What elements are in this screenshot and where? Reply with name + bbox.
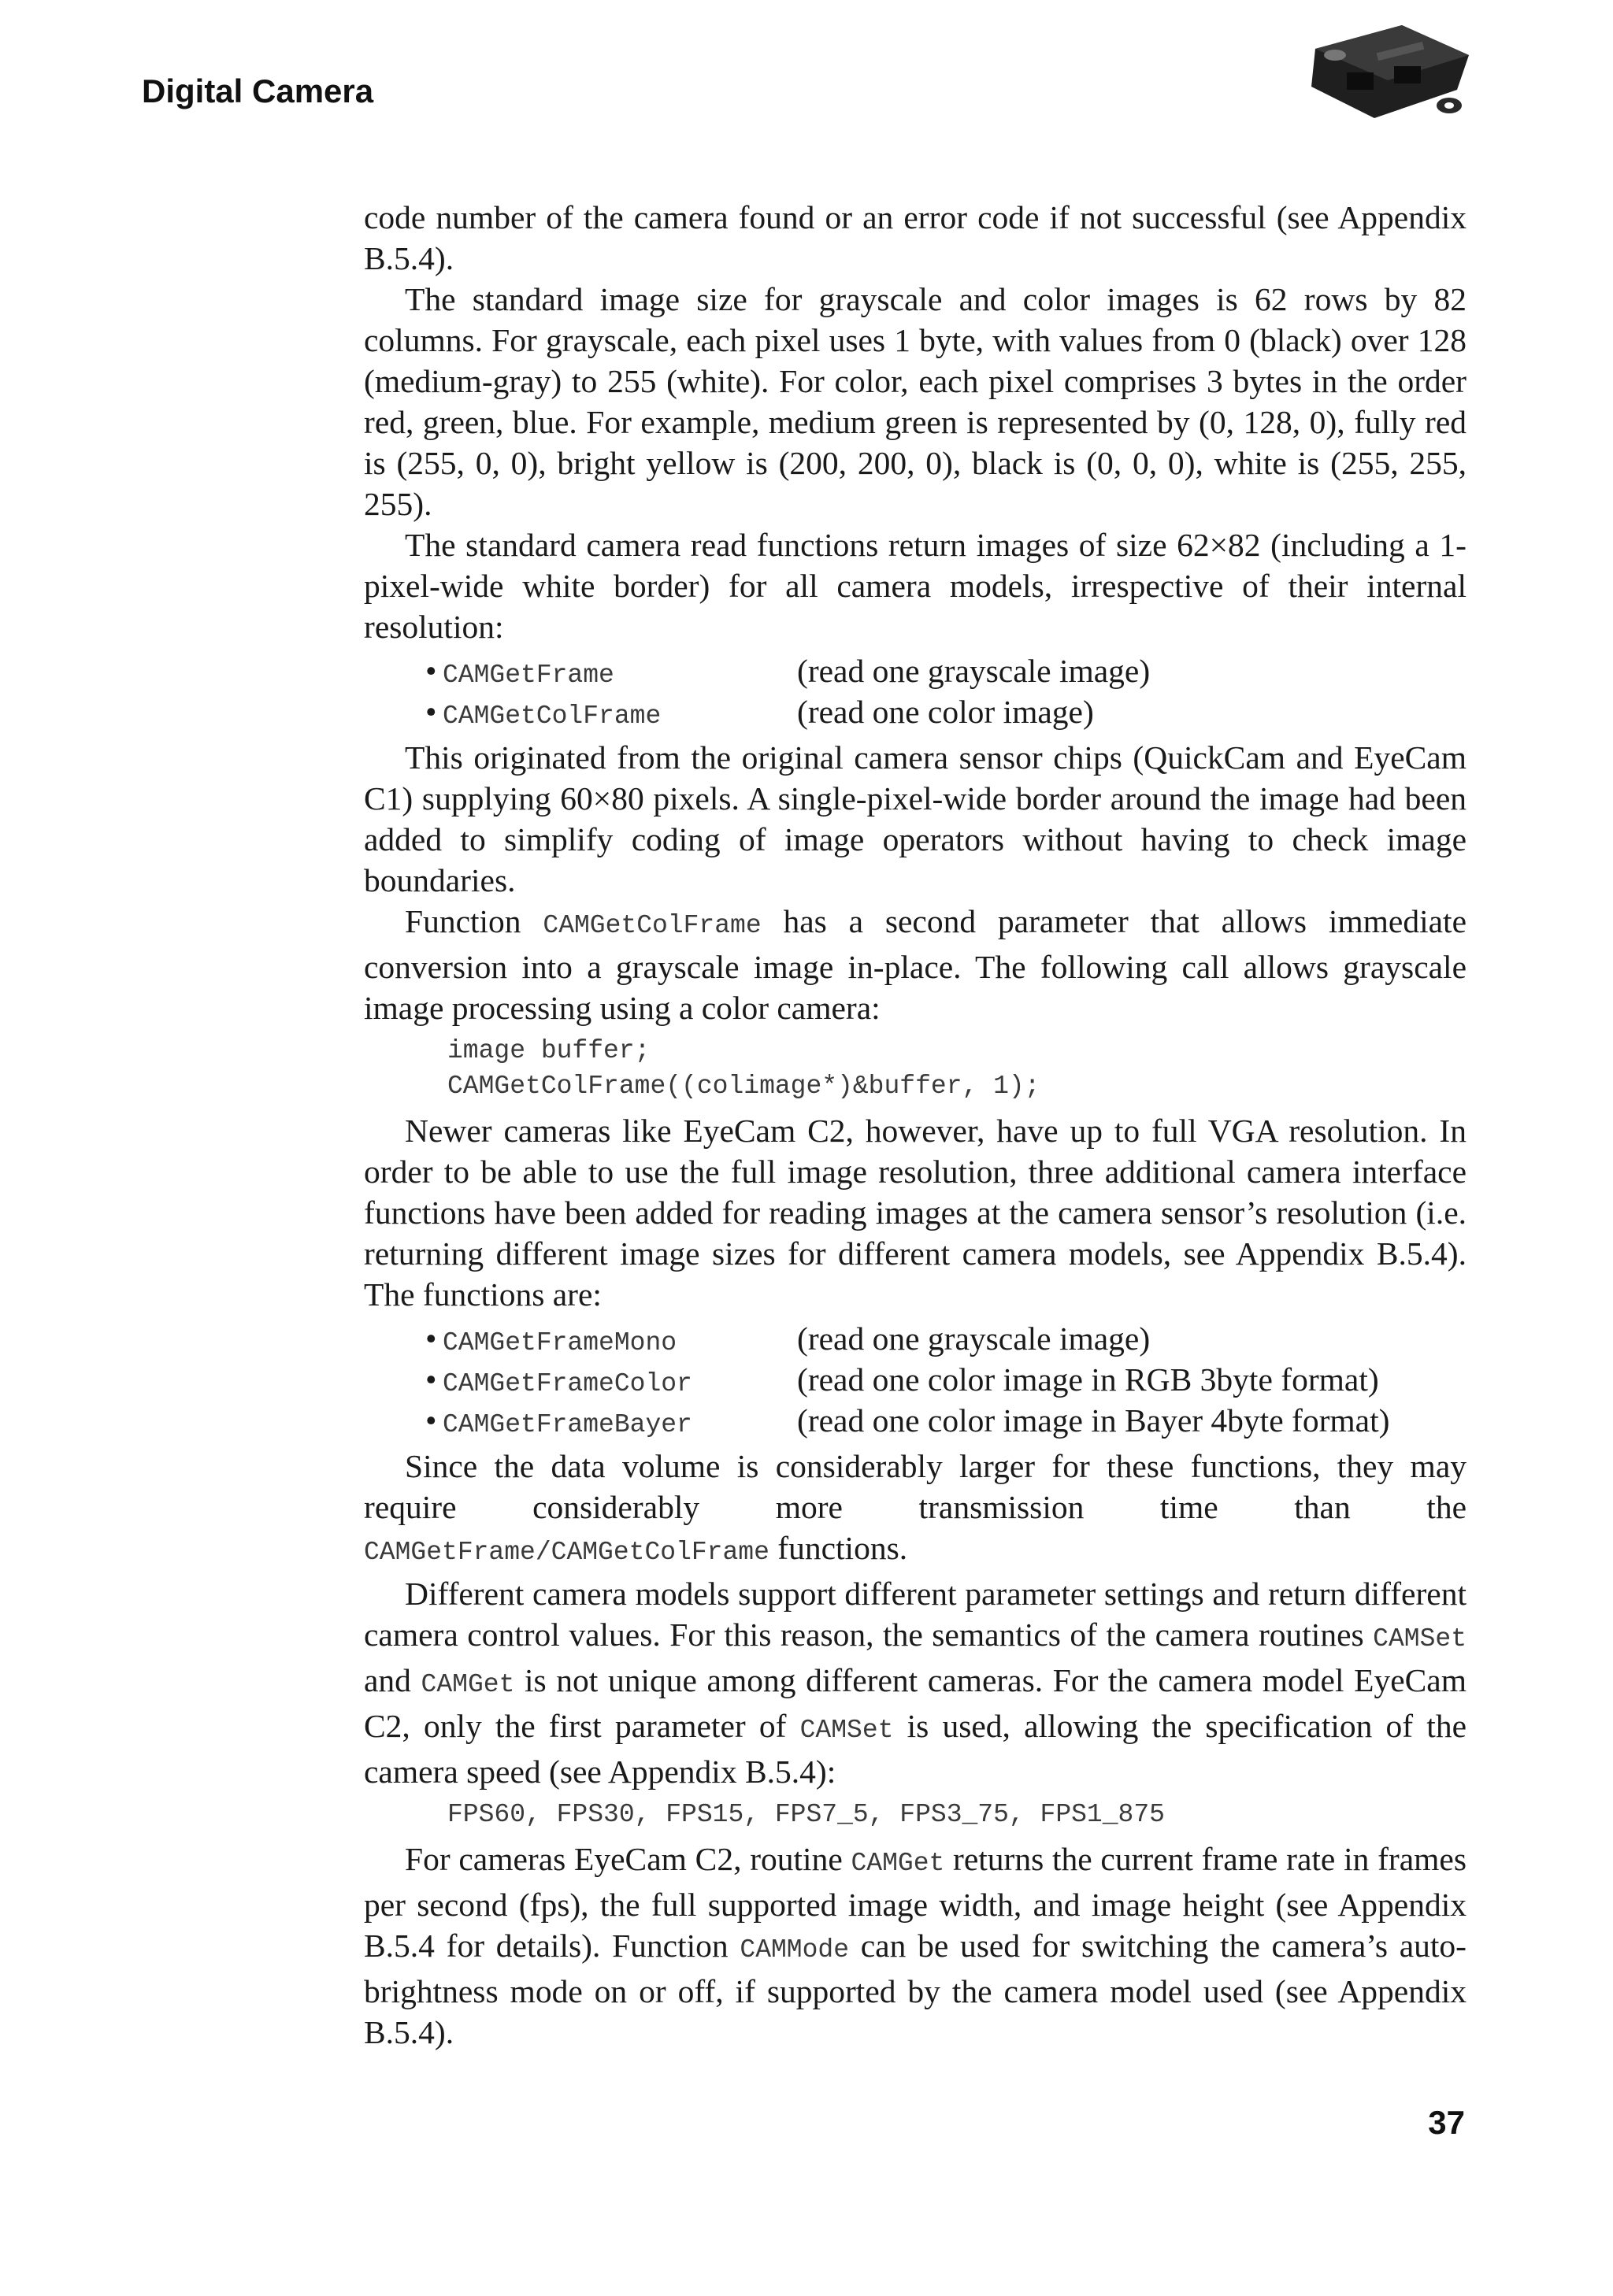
inline-code: CAMSet bbox=[1373, 1624, 1467, 1653]
page-number: 37 bbox=[1428, 2104, 1465, 2141]
function-description: (read one color image) bbox=[797, 694, 1094, 730]
function-description: (read one color image in Bayer 4byte format) bbox=[797, 1402, 1390, 1439]
paragraph bbox=[364, 1446, 1467, 1573]
inline-code: CAMMode bbox=[740, 1935, 850, 1965]
bullet-icon: • bbox=[425, 653, 437, 689]
paragraph: The standard image size for grayscale and color images is 62 rows by 82 columns. For grayscale, each pixel uses 1 byte, with values from 0 (black) over 128 (medium-gray) to 255 (white). For color, each pixel comprises 3 bytes in the order red, green, blue. For example, medium green is represented by (0, 128, 0), fully red is (255, 0, 0), bright yellow is (200, 200, 0), black is (0, 0, 0), white is (255, 255, 255). bbox=[364, 281, 1467, 522]
list-item bbox=[364, 1359, 1467, 1400]
code-line: FPS60, FPS30, FPS15, FPS7_5, FPS3_75, FPS1_875 bbox=[447, 1800, 1165, 1829]
text-run: is used, allowing the specification of the camera speed (see Appendix B.5.4): bbox=[364, 1708, 1467, 1790]
function-description: (read one color image in RGB 3byte format) bbox=[797, 1361, 1379, 1398]
text-run: and bbox=[364, 1662, 421, 1698]
function-name: CAMGetFrameColor bbox=[443, 1369, 692, 1398]
paragraph bbox=[364, 901, 1467, 1028]
text-run: can be used for switching the camera’s auto-brightness mode on or off, if supported by the camera model used (see Appendix B.5.4). bbox=[364, 1928, 1467, 2050]
list-item bbox=[364, 1400, 1467, 1441]
inline-code: CAMGetColFrame bbox=[543, 911, 762, 940]
list-item bbox=[364, 691, 1467, 732]
inline-code: CAMGet bbox=[421, 1670, 515, 1699]
code-line: CAMGetColFrame((colimage*)&buffer, 1); bbox=[447, 1072, 1040, 1101]
function-list bbox=[364, 1318, 1467, 1441]
text-run: Different camera models support different parameter settings and return different camera control values. For this reason, the semantics of the camera routines bbox=[364, 1576, 1467, 1653]
function-name: CAMGetColFrame bbox=[443, 702, 662, 731]
text-run: functions. bbox=[769, 1530, 908, 1566]
inline-code: CAMGet bbox=[851, 1849, 945, 1878]
camera-module-icon bbox=[1300, 17, 1481, 128]
code-line: image buffer; bbox=[447, 1036, 651, 1065]
paragraph: This originated from the original camera sensor chips (QuickCam and EyeCam C1) supplying 60×80 pixels. A single-pixel-wide border around the image had been added to simplify coding of image operators without having to check image boundaries. bbox=[364, 739, 1467, 898]
function-description: (read one grayscale image) bbox=[797, 653, 1151, 689]
main-text bbox=[364, 197, 1467, 2053]
text-run: has a second parameter that allows immediate conversion into a grayscale image in-place. The following call allows grayscale image processing using a color camera: bbox=[364, 903, 1467, 1026]
bullet-icon: • bbox=[425, 1320, 437, 1357]
paragraph: The standard camera read functions return images of size 62×82 (including a 1-pixel-wide white border) for all camera models, irrespective of their internal resolution: bbox=[364, 527, 1467, 645]
code-block bbox=[447, 1033, 1467, 1104]
text-run: is not unique among different cameras. For the camera model EyeCam C2, only the first parameter of bbox=[364, 1662, 1467, 1744]
inline-code: CAMSet bbox=[799, 1716, 894, 1745]
text-run: Function bbox=[405, 903, 543, 939]
function-name: CAMGetFrameBayer bbox=[443, 1410, 692, 1439]
paragraph bbox=[364, 1839, 1467, 2053]
inline-code: CAMGetFrame/CAMGetColFrame bbox=[364, 1538, 769, 1567]
function-name: CAMGetFrame bbox=[443, 661, 614, 690]
function-description: (read one grayscale image) bbox=[797, 1320, 1151, 1357]
bullet-icon: • bbox=[425, 1361, 437, 1398]
paragraph bbox=[364, 1573, 1467, 1792]
code-block bbox=[447, 1797, 1467, 1832]
function-list bbox=[364, 650, 1467, 732]
function-name: CAMGetFrameMono bbox=[443, 1328, 677, 1357]
bullet-icon: • bbox=[425, 694, 437, 730]
list-item bbox=[364, 650, 1467, 691]
text-run: Since the data volume is considerably larger for these functions, they may require considerably more transmission time than the bbox=[364, 1448, 1467, 1525]
running-head-title: Digital Camera bbox=[142, 72, 374, 109]
text-run: For cameras EyeCam C2, routine bbox=[405, 1841, 851, 1877]
text-run: returns the current frame rate in frames per second (fps), the full supported image width, and image height (see Appendix B.5.4 for details). Function bbox=[364, 1841, 1467, 1964]
list-item bbox=[364, 1318, 1467, 1359]
paragraph: Newer cameras like EyeCam C2, however, have up to full VGA resolution. In order to be able to use the full image resolution, three additional camera interface functions have been added for reading images at the camera sensor’s resolution (i.e. returning different image sizes for different camera models, see Appendix B.5.4). The functions are: bbox=[364, 1113, 1467, 1313]
bullet-icon: • bbox=[425, 1402, 437, 1439]
paragraph: code number of the camera found or an error code if not successful (see Appendix B.5.4). bbox=[364, 199, 1467, 276]
